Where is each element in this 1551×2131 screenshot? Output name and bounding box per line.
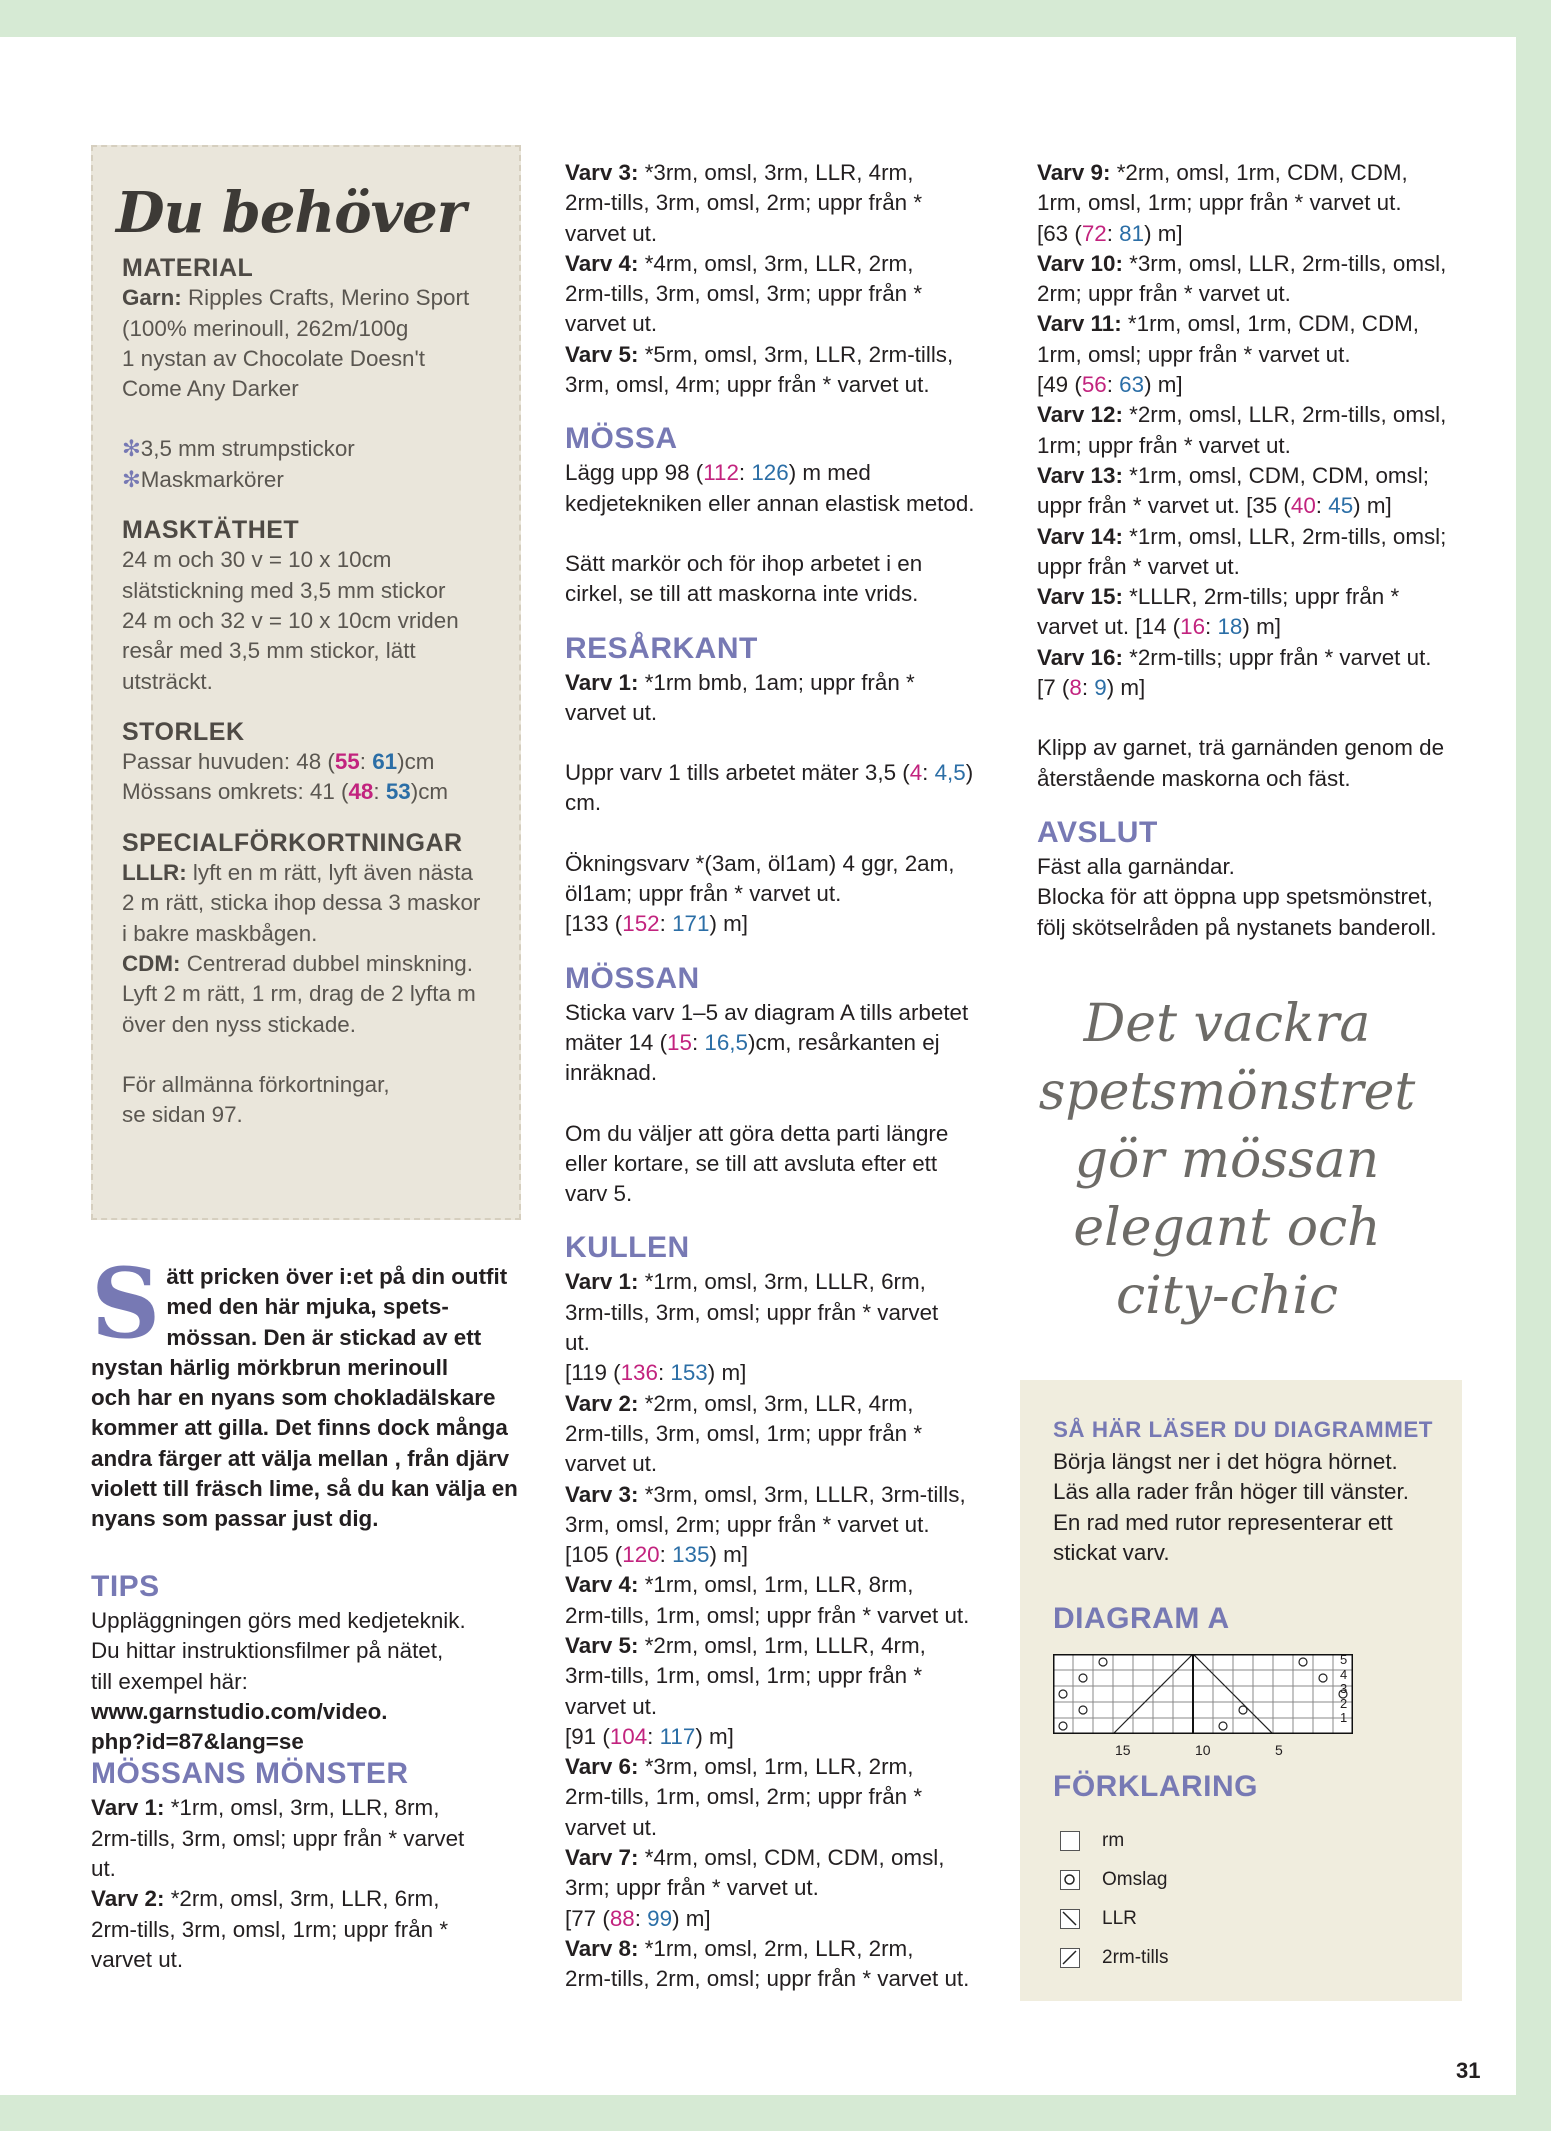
- size-fits: Passar huvuden: 48 (55: 61)cm: [122, 749, 435, 775]
- pattern-heading: MÖSSANS MÖNSTER: [91, 1757, 409, 1791]
- slash-icon: [1060, 1948, 1080, 1968]
- circle-icon: [1060, 1870, 1080, 1890]
- video-link[interactable]: www.garnstudio.com/video.: [91, 1698, 388, 1724]
- diagram-title: DIAGRAM A: [1053, 1602, 1230, 1635]
- gauge-line: slätstickning med 3,5 mm stickor: [122, 577, 446, 603]
- diagram-a: [1053, 1654, 1353, 1734]
- size-heading: STORLEK: [122, 717, 245, 746]
- gauge-line: resår med 3,5 mm stickor, lätt: [122, 638, 416, 664]
- legend-item-omslag: Omslag: [1060, 1869, 1167, 1891]
- yarn-line: 1 nystan av Chocolate Doesn't: [122, 345, 425, 371]
- yarn-label: Garn:: [122, 285, 182, 311]
- lllr-label: LLLR:: [122, 860, 187, 886]
- rib-heading: RESÅRKANT: [565, 631, 758, 665]
- pull-quote: Det vackra spetsmönstret gör mössan elegant och city-chic: [1038, 994, 1416, 1326]
- asterisk-icon: ✻: [122, 436, 141, 462]
- tips-section: TIPS Uppläggningen görs med kedjeteknik. Du hittar instruktionsfilmer på nätet, till exempel här: www.garnstudio.com/video. php?id=87&lang=se MÖSSANS MÖNSTER Varv 1: *1rm, omsl, 3rm, LLR, 8rm, 2rm-tills, 3rm, omsl; uppr från * varvet ut. Varv 2: *2rm, omsl, 3rm, LLR, 6rm, 2rm-tills, 3rm, omsl, 1rm; uppr från * varvet ut.: [91, 1570, 521, 1975]
- yarn-line: Ripples Crafts, Merino Sport: [187, 285, 470, 311]
- diagram-col-ticks: 15 10 5: [1115, 1742, 1283, 1758]
- material-item: Maskmarkörer: [140, 466, 284, 492]
- asterisk-icon: ✻: [122, 466, 141, 492]
- general-abbrev: se sidan 97.: [122, 1102, 243, 1128]
- gauge-heading: MASKTÄTHET: [122, 516, 300, 545]
- tips-heading: TIPS: [91, 1570, 160, 1603]
- cdm-label: CDM:: [122, 950, 181, 976]
- gauge-line: 24 m och 32 v = 10 x 10cm vriden: [122, 607, 459, 633]
- hat-heading: MÖSSA: [565, 422, 678, 456]
- legend-title: FÖRKLARING: [1053, 1770, 1258, 1803]
- backslash-icon: [1060, 1909, 1080, 1929]
- gauge-line: utsträckt.: [122, 668, 213, 694]
- legend-item-rm: rm: [1060, 1830, 1124, 1852]
- chart-reading-text: Börja längst ner i det högra hörnet. Läs alla rader från höger till vänster. En rad med rutor representerar ett stickat varv.: [1053, 1449, 1409, 1565]
- yarn-line: Come Any Darker: [122, 376, 299, 402]
- body-heading: MÖSSAN: [565, 961, 700, 995]
- you-need-box: Du behöver MATERIAL Garn: Ripples Crafts, Merino Sport (100% merinoull, 262m/100g 1 nystan av Chocolate Doesn't Come Any Darker ✻3,5 mm strumpstickor ✻Maskmarkörer MASKTÄTHET 24 m och 30 v = 10 x 10cm slätstickning med 3,5 mm stickor 24 m och 32 v = 10 x 10cm vriden resår med 3,5 mm stickor, lätt utsträckt. STORLEK Passar huvuden: 48 (55: 61)cm Mössans omkrets: 41 (48: 53)cm SPECIALFÖRKORTNINGAR LLLR: lyft en m rätt, lyft även nästa 2 m rätt, sticka ihop dessa 3 maskor i bakre maskbågen. CDM: Centrerad dubbel minskning. Lyft 2 m rätt, 1 rm, drag de 2 lyfta m över den nyss stickade. För allmänna förkortningar, se sidan 97.: [91, 145, 521, 1220]
- you-need-title: Du behöver: [116, 180, 466, 246]
- crown-heading: KULLEN: [565, 1231, 690, 1265]
- special-heading: SPECIALFÖRKORTNINGAR: [122, 828, 463, 857]
- legend-item-llr: LLR: [1060, 1908, 1137, 1930]
- chart-info-box: [1020, 1380, 1462, 2001]
- chart-reading-heading: SÅ HÄR LÄSER DU DIAGRAMMET: [1053, 1417, 1433, 1442]
- finish-heading: AVSLUT: [1037, 815, 1158, 849]
- diagram-row-numbers: 5 4 3 2 1: [1340, 1652, 1348, 1725]
- material-heading: MATERIAL: [122, 254, 254, 282]
- legend-item-2rm-tills: 2rm-tills: [1060, 1947, 1169, 1969]
- empty-square-icon: [1060, 1831, 1080, 1851]
- column-right: Varv 9: *2rm, omsl, 1rm, CDM, CDM, 1rm, omsl, 1rm; uppr från * varvet ut. [63 (72: 81) m] Varv 10: *3rm, omsl, LLR, 2rm-tills, omsl, 2rm; uppr från * varvet ut. Varv 11: *1rm, omsl, 1rm, CDM, CDM, 1rm, omsl; uppr från * varvet ut. [49 (56: 63) m] Varv 12: *2rm, omsl, LLR, 2rm-tills, omsl, 1rm; uppr från * varvet ut. Varv 13: *1rm, omsl, CDM, CDM, omsl; uppr från * varvet ut. [35 (40: 45) m] Varv 14: *1rm, omsl, LLR, 2rm-tills, omsl; uppr från * varvet ut. Varv 15: *LLLR, 2rm-tills; uppr från * varvet ut. [14 (16: 18) m] Varv 16: *2rm-tills; uppr från * varvet ut. [7 (8: 9) m] Klipp av garnet, trä garnänden genom de återstående maskorna och fäst. AVSLUT Fäst alla garnändar. Blocka för att öppna upp spetsmönstret, följ skötselråden på nystanets banderoll.: [1037, 158, 1467, 943]
- page-number: 31: [1456, 2058, 1481, 2083]
- size-circumference: Mössans omkrets: 41 (48: 53)cm: [122, 779, 449, 805]
- column-middle: Varv 3: *3rm, omsl, 3rm, LLR, 4rm, 2rm-tills, 3rm, omsl, 2rm; uppr från * varvet ut. Varv 4: *4rm, omsl, 3rm, LLR, 2rm, 2rm-tills, 3rm, omsl, 3rm; uppr från * varvet ut. Varv 5: *5rm, omsl, 3rm, LLR, 2rm-tills, 3rm, omsl, 4rm; uppr från * varvet ut. MÖSSA Lägg upp 98 (112: 126) m med kedjetekniken eller annan elastisk metod. Sätt markör och för ihop arbetet i en cirkel, se till att maskorna inte vrids. RESÅRKANT Varv 1: *1rm bmb, 1am; uppr från * varvet ut. Uppr varv 1 tills arbetet mäter 3,5 (4: 4,5) cm. Ökningsvarv *(3am, öl1am) 4 ggr, 2am, öl1am; uppr från * varvet ut. [133 (152: 171) m] MÖSSAN Sticka varv 1–5 av diagram A tills arbetet mäter 14 (15: 16,5)cm, resårkanten ej inräknad. Om du väljer att göra detta parti längre eller kortare, se till att avsluta efter ett varv 5. KULLEN Varv 1: *1rm, omsl, 3rm, LLLR, 6rm, 3rm-tills, 3rm, omsl; uppr från * varvet ut. [119 (136: 153) m] Varv 2: *2rm, omsl, 3rm, LLR, 4rm, 2rm-tills, 3rm, omsl, 1rm; uppr från * varvet ut. Varv 3: *3rm, omsl, 3rm, LLLR, 3rm-tills, 3rm, omsl, 2rm; uppr från * varvet ut. [105 (120: 135) m] Varv 4: *1rm, omsl, 1rm, LLR, 8rm, 2rm-tills, 1rm, omsl; uppr från * varvet ut. Varv 5: *2rm, omsl, 1rm, LLLR, 4rm, 3rm-tills, 1rm, omsl, 1rm; uppr från * varvet ut. [91 (104: 117) m] Varv 6: *3rm, omsl, 1rm, LLR, 2rm, 2rm-tills, 1rm, omsl, 2rm; uppr från * varvet ut. Varv 7: *4rm, omsl, CDM, CDM, omsl, 3rm; uppr från * varvet ut. [77 (88: 99) m] Varv 8: *1rm, omsl, 2rm, LLR, 2rm, 2rm-tills, 2rm, omsl; uppr från * varvet ut.: [565, 158, 995, 1995]
- material-item: 3,5 mm strumpstickor: [140, 436, 355, 462]
- drop-cap: S: [91, 1247, 161, 1360]
- video-link[interactable]: php?id=87&lang=se: [91, 1729, 304, 1755]
- general-abbrev: För allmänna förkortningar,: [122, 1071, 390, 1097]
- intro-paragraph: S ätt pricken över i:et på din outfit med den här mjuka, spets- mössan. Den är stickad av ett nystan härlig mörkbrun merinoull och har en nyans som chokladälskare kommer att gilla. Det finns dock många andra färger att välja mellan , från djärv violett till fräsch lime, så du kan välja en nyans som passar just dig.: [91, 1247, 518, 1532]
- gauge-line: 24 m och 30 v = 10 x 10cm: [122, 547, 392, 573]
- yarn-line: (100% merinoull, 262m/100g: [122, 315, 409, 341]
